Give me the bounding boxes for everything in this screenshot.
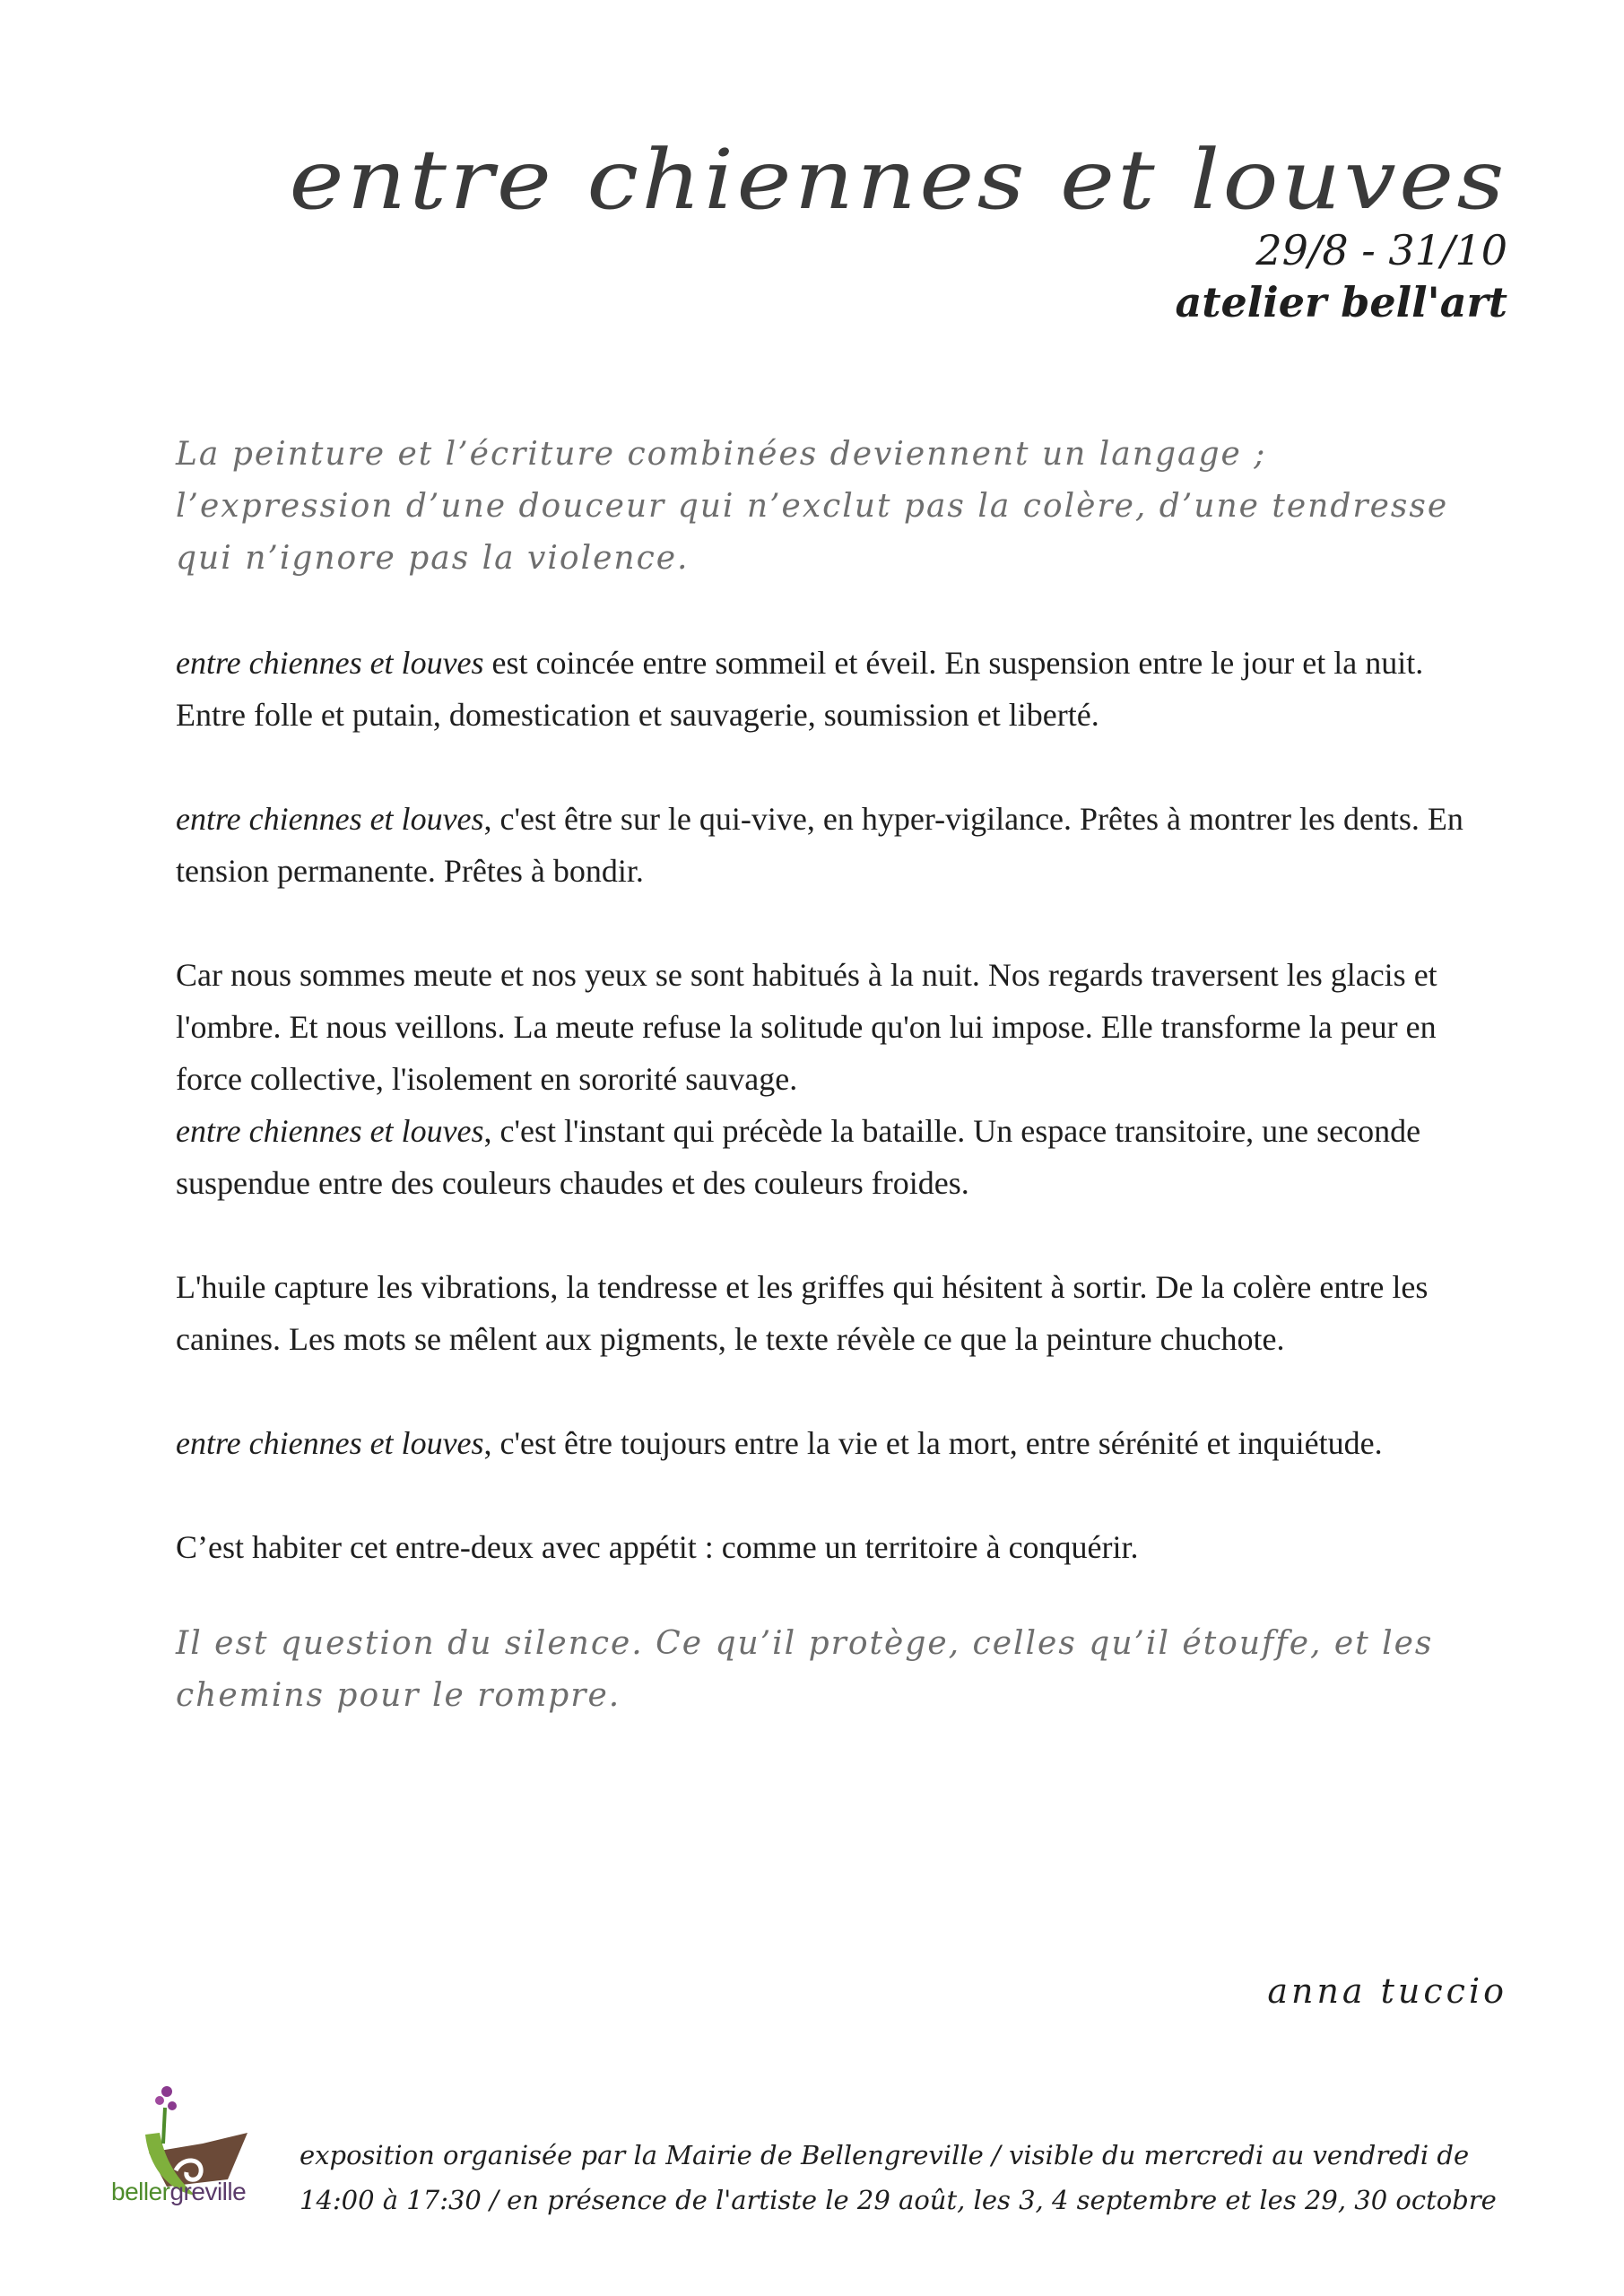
paragraph-3: [176, 793, 1476, 897]
logo-stem: [163, 2108, 165, 2144]
paragraph-7: C’est habiter cet entre-deux avec appétit : comme un territoire à conquérir.: [176, 1529, 1139, 1565]
paragraph-4: Car nous sommes meute et nos yeux se sont habitués à la nuit. Nos regards traversent les glacis et l'ombre. Et nous veillons. La meute refuse la solitude qu'on lui impose. Elle transforme la peur en force collective, l'isolement en sororité sauvage.: [176, 957, 1437, 1097]
exhibition-name-inline: entre chiennes et louves: [176, 645, 484, 681]
paragraph-5: L'huile capture les vibrations, la tendresse et les griffes qui hésitent à sortir. De la colère entre les canines. Les mots se mêlent aux pigments, le texte révèle ce que la peinture chuchote.: [176, 1269, 1429, 1357]
exhibition-dates: 29/8 - 31/10: [1255, 226, 1507, 275]
page-title: entre chiennes et louves: [289, 132, 1507, 228]
logo-wordmark-part1: beller: [111, 2178, 170, 2205]
exhibition-venue: atelier bell'art: [1175, 277, 1507, 326]
logo-wordmark-part2: greville: [169, 2178, 247, 2205]
body-text: [176, 429, 1476, 1774]
footer-info: exposition organisée par la Mairie de Bellengreville / visible du mercredi au vendredi de 14:00 à 17:30 / en présence de l'artiste le 29 août, les 3, 4 septembre et les 29, 30 octobre: [300, 2140, 1497, 2215]
logo-flower-3: [168, 2101, 177, 2110]
exhibition-name-inline: entre chiennes et louves: [176, 1425, 484, 1461]
header: [289, 132, 1507, 328]
intro-paragraph: La peinture et l’écriture combinées deviennent un langage ; l’expression d’une douceur qui n’exclut pas la colère, d’une tendresse qui n’ignore pas la violence.: [176, 436, 1449, 577]
paragraph-6-text: , c'est être toujours entre la vie et la mort, entre sérénité et inquiétude.: [483, 1425, 1383, 1461]
logo-flower-1: [161, 2086, 172, 2097]
artist-signature: anna tuccio: [1267, 1971, 1507, 2011]
paragraph-6: [176, 1417, 1476, 1469]
exhibition-name-inline: entre chiennes et louves: [176, 1113, 484, 1149]
closing-paragraph: Il est question du silence. Ce qu’il protège, celles qu’il étouffe, et les chemins pour le rompre.: [176, 1625, 1434, 1714]
logo-flower-2: [155, 2096, 164, 2105]
paragraph-4b-text: , c'est l'instant qui précède la bataille. Un espace transitoire, une seconde suspendue entre des couleurs chaudes et des couleurs froides.: [176, 1113, 1421, 1201]
paragraph-4b: [176, 1105, 1476, 1209]
paragraph-3-text: , c'est être sur le qui-vive, en hyper-vigilance. Prêtes à montrer les dents. En tension permanente. Prêtes à bondir.: [176, 801, 1463, 889]
paragraph-2-text: est coincée entre sommeil et éveil. En suspension entre le jour et la nuit. Entre folle et putain, domestication et sauvagerie, soumission et liberté.: [176, 645, 1424, 733]
paragraph-2: [176, 637, 1476, 741]
logo-wordmark: [111, 2178, 246, 2206]
exhibition-name-inline: entre chiennes et louves: [176, 801, 484, 837]
